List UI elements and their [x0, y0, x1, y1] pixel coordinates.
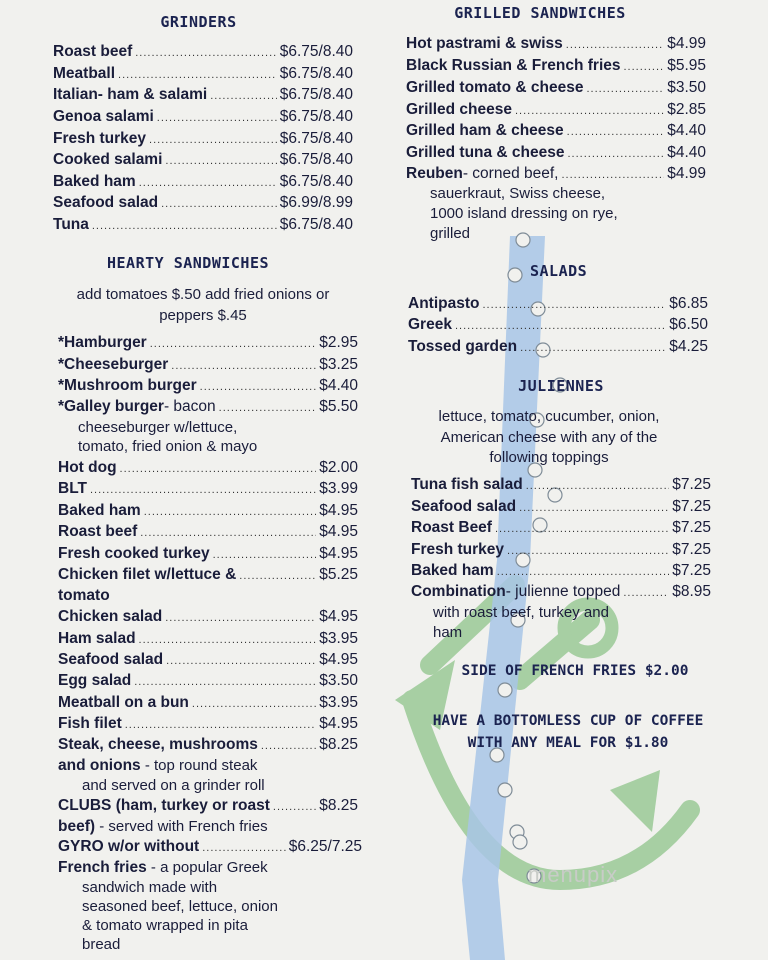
menu-item: *Mushroom burger ..... $4.40	[58, 377, 358, 398]
menu-item: Fresh cooked turkey ..... $4.95	[58, 545, 358, 566]
menu-item: Seafood salad ..... $4.95	[58, 651, 358, 672]
menu-item: Fresh turkey ..... $6.75/8.40	[53, 130, 353, 151]
item-description: 1000 island dressing on rye,	[430, 205, 618, 222]
menu-item: Hot dog ..... $2.00	[58, 459, 358, 480]
menu-item: *Cheeseburger ..... $3.25	[58, 356, 358, 377]
item-description: bread	[82, 936, 121, 953]
menu-item: Tuna ..... $6.75/8.40	[53, 216, 353, 237]
menu-item: Roast Beef ..... $7.25	[411, 519, 711, 540]
menu-item: Genoa salami ..... $6.75/8.40	[53, 108, 353, 129]
item-description: beef) - served with French fries	[58, 818, 268, 835]
item-description: ham	[433, 624, 463, 641]
item-description: French fries - a popular Greek	[58, 859, 268, 876]
menu-item: Hot pastrami & swiss ..... $4.99	[406, 35, 706, 56]
menu-item: Ham salad ..... $3.95	[58, 630, 358, 651]
menu-item: Grilled cheese ..... $2.85	[406, 101, 706, 122]
menu-item: Fish filet ..... $4.95	[58, 715, 358, 736]
salads-heading: SALADS	[530, 262, 588, 280]
menu-item: Italian- ham & salami ..... $6.75/8.40	[53, 86, 353, 107]
menu-item: Reuben - corned beef, ..... $4.99	[406, 165, 706, 186]
menu-item: Tuna fish salad ..... $7.25	[411, 476, 711, 497]
hearty-sandwiches-section	[58, 250, 362, 956]
item-name-continued: tomato	[58, 587, 110, 604]
watermark: menupix	[528, 862, 619, 887]
coffee-promo: HAVE A BOTTOMLESS CUP OF COFFEE WITH ANY MEAL FOR $1.80	[432, 713, 704, 751]
menu-item: *Galley burger - bacon ..... $5.50	[58, 398, 358, 419]
item-description: tomato, fried onion & mayo	[78, 438, 258, 455]
menu-item: Fresh turkey ..... $7.25	[411, 541, 711, 562]
item-description: grilled	[430, 225, 471, 242]
juliennes-section	[411, 372, 711, 646]
menu-item: Grilled ham & cheese ..... $4.40	[406, 122, 706, 143]
grinders-section	[53, 10, 353, 240]
hearty-sandwiches-heading: HEARTY SANDWICHES	[106, 254, 270, 272]
item-description: sauerkraut, Swiss cheese,	[430, 185, 606, 202]
menu-item: Meatball ..... $6.75/8.40	[53, 65, 353, 86]
menu-item: Seafood salad ..... $7.25	[411, 498, 711, 519]
grilled-sandwiches-heading: GRILLED SANDWICHES	[454, 4, 626, 22]
juliennes-description: lettuce, tomato, cucumber, onion, American cheese with any of the following toppings	[438, 408, 660, 466]
menu-item: CLUBS (ham, turkey or roast ..... $8.25	[58, 797, 358, 818]
item-description: sandwich made with	[82, 879, 218, 896]
menu-item: Baked ham ..... $4.95	[58, 502, 358, 523]
menu-item: Chicken salad ..... $4.95	[58, 608, 358, 629]
item-description: and onions - top round steak	[58, 757, 258, 774]
hearty-note: add tomatoes $.50 add fried onions or peppers $.45	[76, 286, 330, 324]
menu-item: Greek ..... $6.50	[408, 316, 708, 337]
menu-item: Baked ham ..... $7.25	[411, 562, 711, 583]
item-description: and served on a grinder roll	[82, 777, 265, 794]
menu-item: Baked ham ..... $6.75/8.40	[53, 173, 353, 194]
menu-item: *Hamburger ..... $2.95	[58, 334, 358, 355]
grinders-heading: GRINDERS	[160, 13, 237, 31]
menu-item: BLT ..... $3.99	[58, 480, 358, 501]
menu-item: Egg salad ..... $3.50	[58, 672, 358, 693]
item-description: cheeseburger w/lettuce,	[78, 419, 238, 436]
grilled-sandwiches-section	[406, 0, 706, 248]
item-description: & tomato wrapped in pita	[82, 917, 248, 934]
juliennes-heading: JULIENNES	[518, 377, 604, 395]
menu-item: Black Russian & French fries ..... $5.95	[406, 57, 706, 78]
menu-item: Chicken filet w/lettuce & ..... $5.25	[58, 566, 358, 587]
menu-item: Meatball on a bun ..... $3.95	[58, 694, 358, 715]
menu-item: GYRO w/or without ..... $6.25/7.25	[58, 838, 362, 859]
menu-item: Antipasto ..... $6.85	[408, 295, 708, 316]
menu-item: Roast beef ..... $4.95	[58, 523, 358, 544]
menu-item: Grilled tuna & cheese ..... $4.40	[406, 144, 706, 165]
menu-item: Grilled tomato & cheese ..... $3.50	[406, 79, 706, 100]
item-description: seasoned beef, lettuce, onion	[82, 898, 278, 915]
menu-item: Tossed garden ..... $4.25	[408, 338, 708, 359]
menu-item: Steak, cheese, mushrooms ..... $8.25	[58, 736, 358, 757]
menu-item: Combination - julienne topped ..... $8.95	[411, 583, 711, 604]
menu-item: Roast beef ..... $6.75/8.40	[53, 43, 353, 64]
salads-section	[408, 258, 708, 362]
french-fries-promo: SIDE OF FRENCH FRIES $2.00	[461, 663, 689, 679]
menu-item: Seafood salad ..... $6.99/8.99	[53, 194, 353, 215]
menu-item: Cooked salami ..... $6.75/8.40	[53, 151, 353, 172]
item-description: with roast beef, turkey and	[433, 604, 609, 621]
